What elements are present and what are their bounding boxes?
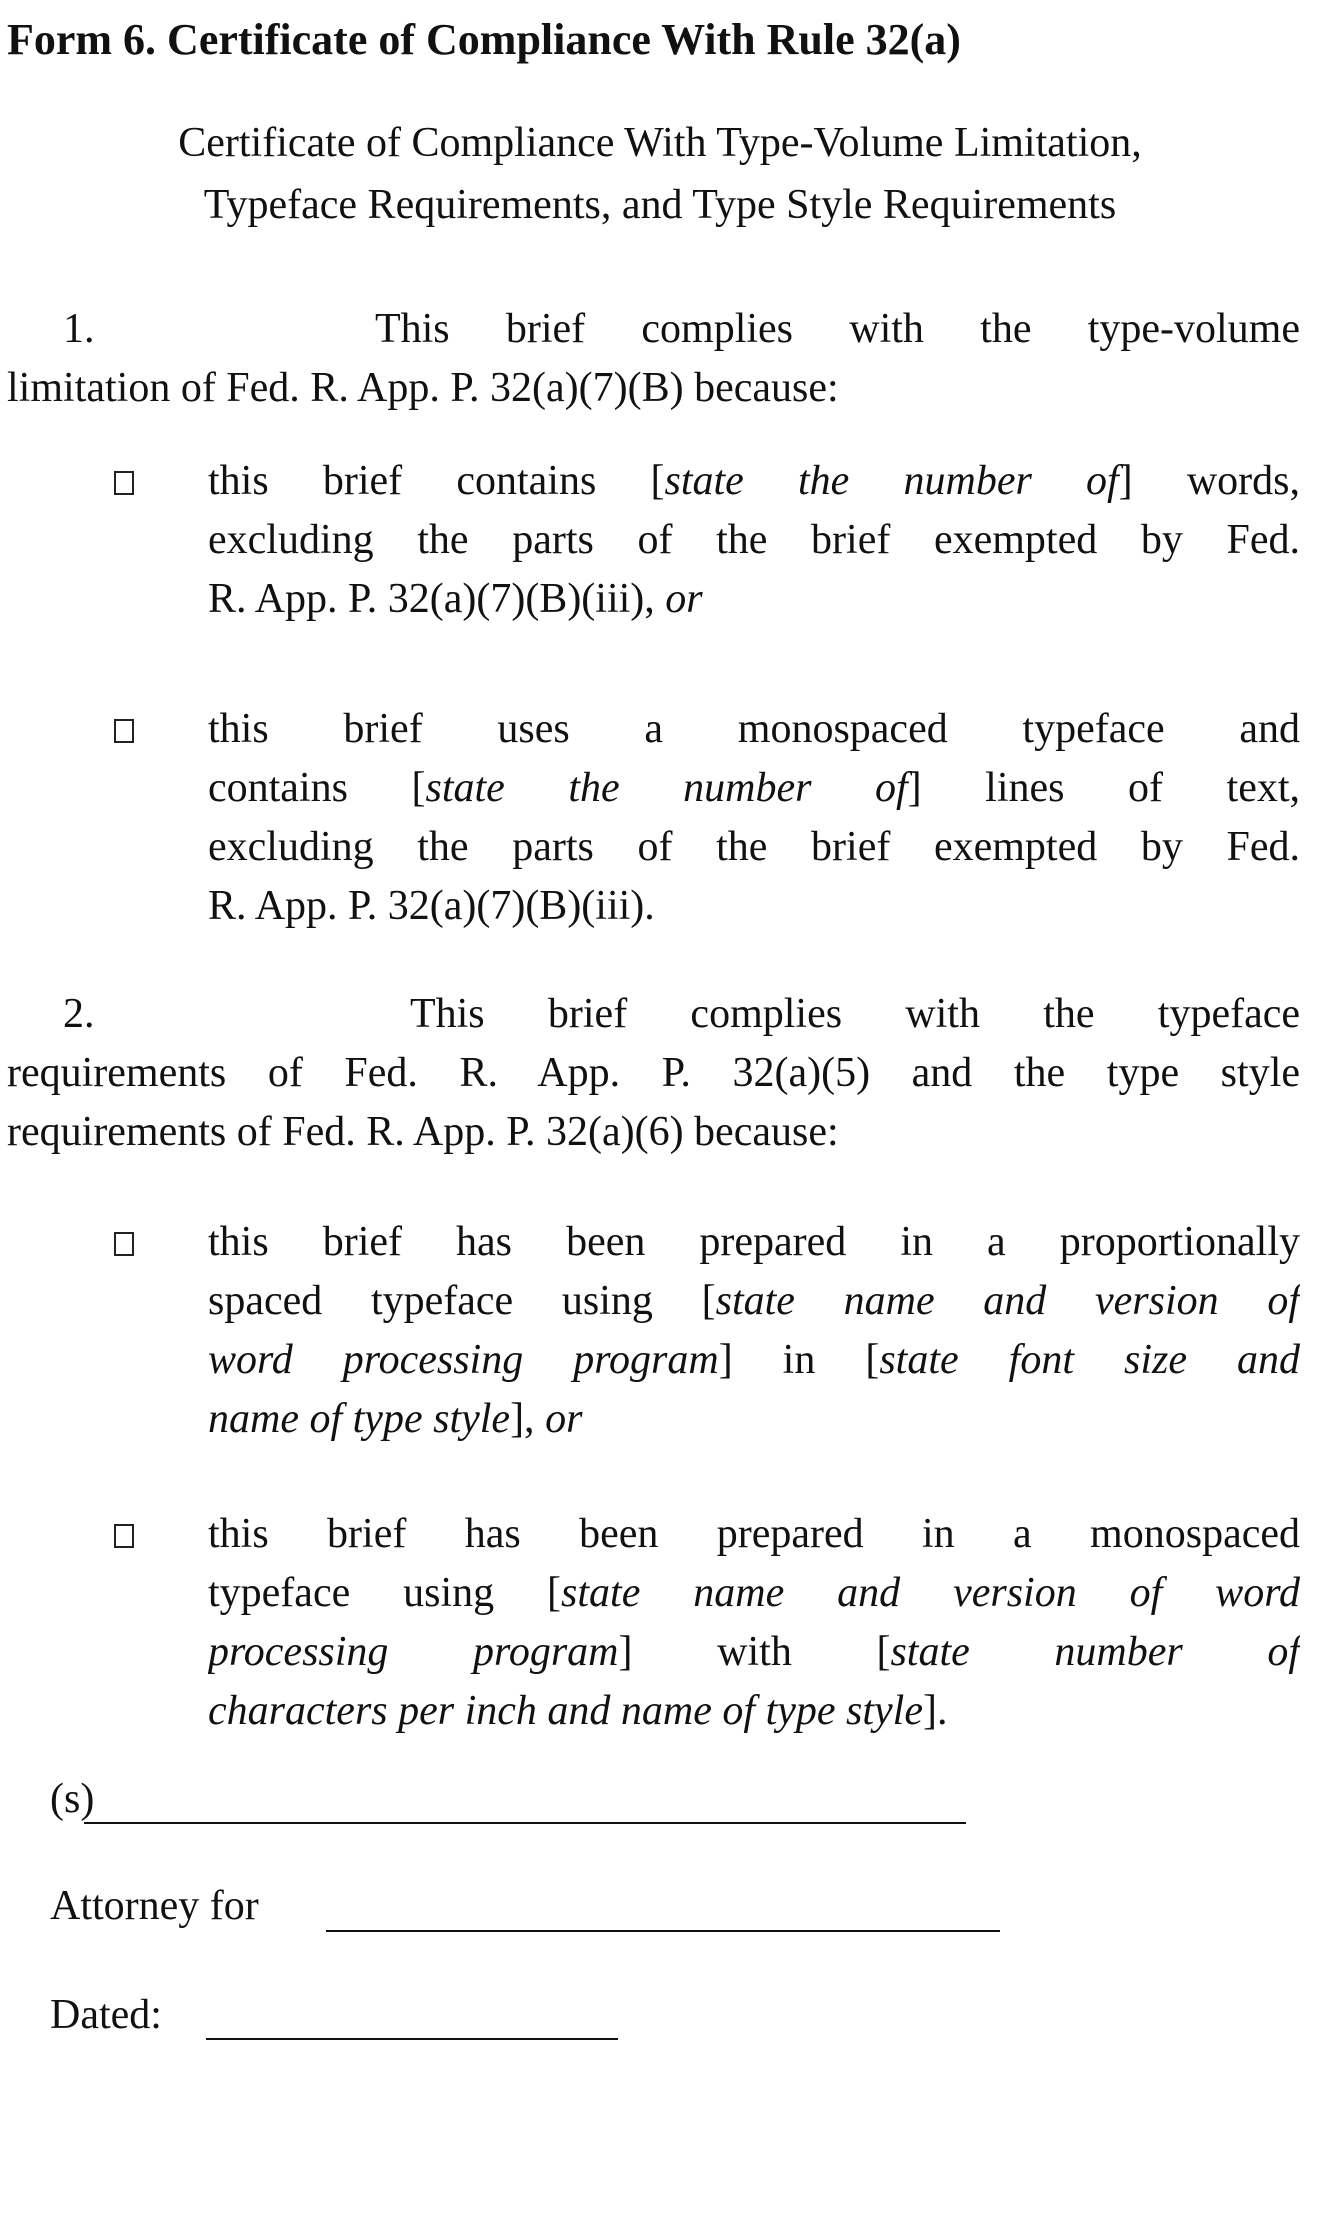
- text-segment: R. App. P. 32(a)(7)(B)(iii).: [208, 883, 655, 929]
- text-segment: requirements of Fed. R. App. P. 32(a)(5) and the type style: [7, 1050, 1300, 1096]
- signature-label: (s): [50, 1776, 95, 1822]
- checkbox-option-line: [208, 1564, 1300, 1623]
- text-segment: excluding the parts of the brief exempted by Fed.: [208, 824, 1300, 870]
- attorney-for-label: Attorney for: [50, 1883, 259, 1929]
- checkbox[interactable]: [114, 1232, 134, 1256]
- placeholder-text: state name and version of: [715, 1278, 1300, 1324]
- dated-label: Dated:: [50, 1992, 162, 2038]
- checkbox-option-line: [208, 759, 1300, 818]
- placeholder-text: processing program: [208, 1629, 619, 1675]
- text-segment: limitation of Fed. R. App. P. 32(a)(7)(B) because:: [7, 365, 839, 411]
- checkbox[interactable]: [114, 1524, 134, 1548]
- paragraph-line: [7, 1044, 1300, 1103]
- placeholder-text: state number of: [890, 1629, 1300, 1675]
- text-segment: this brief has been prepared in a monospaced: [208, 1511, 1300, 1557]
- checkbox[interactable]: [114, 719, 134, 743]
- text-segment: spaced typeface using [: [208, 1278, 716, 1324]
- checkbox-option-line: [208, 877, 1300, 936]
- checkbox-option-line: [208, 700, 1300, 759]
- checkbox-option-line: [208, 1505, 1300, 1564]
- checkbox-option-line: [208, 818, 1300, 877]
- placeholder-text: characters per inch and name of type style: [208, 1688, 923, 1734]
- checkbox-option-line: [208, 1331, 1300, 1390]
- paragraph-line: [7, 1103, 1300, 1162]
- certificate-subtitle-line: Typeface Requirements, and Type Style Requirements: [203, 182, 1117, 228]
- text-segment: this brief contains [: [208, 458, 665, 504]
- checkbox-option-line: [208, 570, 1300, 629]
- placeholder-text: state name and version of word: [561, 1570, 1300, 1616]
- placeholder-text: state the number of: [664, 458, 1119, 504]
- checkbox-option-line: [208, 511, 1300, 570]
- text-segment: typeface using [: [208, 1570, 562, 1616]
- placeholder-text: word processing program: [208, 1337, 719, 1383]
- signature-line[interactable]: [84, 1822, 966, 1824]
- paragraph-line: [63, 985, 1300, 1044]
- certificate-subtitle-line: Certificate of Compliance With Type-Volume Limitation,: [178, 120, 1142, 166]
- placeholder-text: or: [665, 576, 703, 622]
- text-segment: this brief uses a monospaced typeface and: [208, 706, 1300, 752]
- checkbox-option-line: [208, 1390, 1300, 1449]
- checkbox-option-line: [208, 1272, 1300, 1331]
- text-segment: 2. This brief complies with the typeface: [63, 991, 1300, 1037]
- paragraph-line: [7, 359, 1300, 418]
- form-title: Form 6. Certificate of Compliance With Rule 32(a): [7, 15, 961, 64]
- paragraph-line: [63, 300, 1300, 359]
- text-segment: excluding the parts of the brief exempted by Fed.: [208, 517, 1300, 563]
- text-segment: contains [: [208, 765, 426, 811]
- text-segment: ].: [922, 1688, 948, 1734]
- text-segment: ],: [510, 1396, 546, 1442]
- checkbox-option-line: [208, 1213, 1300, 1272]
- text-segment: R. App. P. 32(a)(7)(B)(iii),: [208, 576, 666, 622]
- text-segment: ] in [: [718, 1337, 880, 1383]
- text-segment: ] lines of text,: [907, 765, 1300, 811]
- text-segment: requirements of Fed. R. App. P. 32(a)(6) because:: [7, 1109, 839, 1155]
- checkbox-option-line: [208, 452, 1300, 511]
- checkbox[interactable]: [114, 471, 134, 495]
- placeholder-text: state the number of: [425, 765, 908, 811]
- text-segment: this brief has been prepared in a proportionally: [208, 1219, 1300, 1265]
- dated-line[interactable]: [206, 2038, 618, 2040]
- text-segment: 1. This brief complies with the type-volume: [63, 306, 1300, 352]
- text-segment: ] words,: [1118, 458, 1300, 504]
- placeholder-text: or: [545, 1396, 583, 1442]
- attorney-for-line[interactable]: [326, 1930, 1000, 1932]
- checkbox-option-line: [208, 1682, 1300, 1741]
- text-segment: ] with [: [618, 1629, 891, 1675]
- checkbox-option-line: [208, 1623, 1300, 1682]
- placeholder-text: name of type style: [208, 1396, 511, 1442]
- placeholder-text: state font size and: [879, 1337, 1300, 1383]
